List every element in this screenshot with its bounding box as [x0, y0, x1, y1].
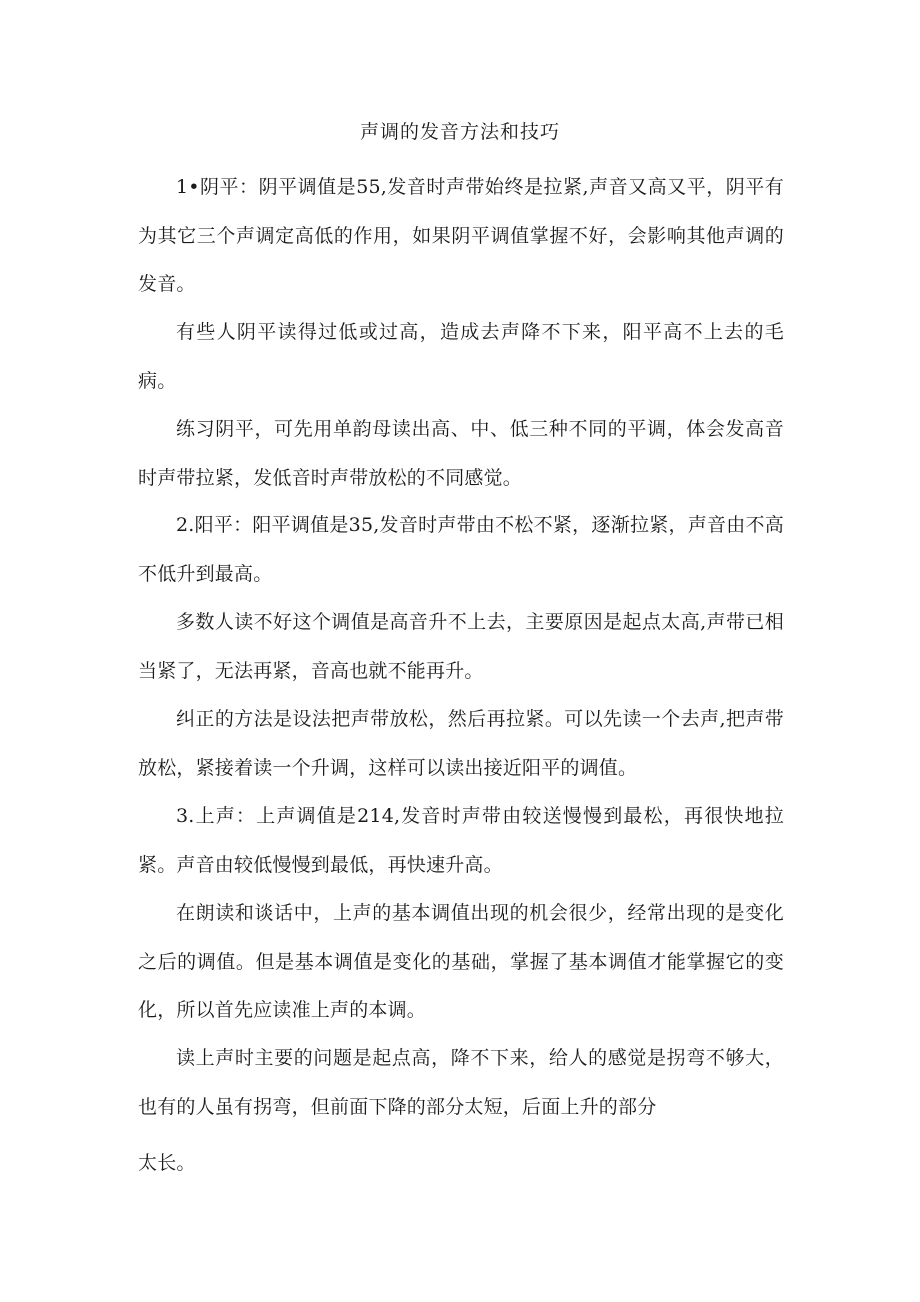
paragraph-yinping-practice: 练习阴平，可先用单韵母读出高、中、低三种不同的平调，体会发高音时声带拉紧，发低音时声带放松的不同感觉。 [138, 418, 784, 489]
paragraph-yangping-correction: 纠正的方法是设法把声带放松，然后再拉紧。可以先读一个去声,把声带放松，紧接着读一个升调，这样可以读出接近阳平的调值。 [138, 708, 784, 779]
paragraph-shangsheng-usage: 在朗读和谈话中，上声的基本调值出现的机会很少，经常出现的是变化之后的调值。但是基本调值是变化的基础，掌握了基本调值才能掌握它的变化，所以首先应读准上声的本调。 [138, 902, 784, 1021]
paragraph-yangping-definition: 2.阳平：阳平调值是35,发音时声带由不松不紧，逐渐拉紧，声音由不高不低升到最高。 [138, 514, 784, 585]
document-title: 声调的发音方法和技巧 [359, 121, 560, 143]
paragraph-yangping-problem: 多数人读不好这个调值是高音升不上去，主要原因是起点太高,声带已相当紧了，无法再紧，音高也就不能再升。 [138, 611, 784, 682]
paragraph-shangsheng-problem: 读上声时主要的问题是起点高，降不下来，给人的感觉是拐弯不够大，也有的人虽有拐弯，但前面下降的部分太短，后面上升的部分 [138, 1047, 784, 1118]
paragraph-yinping-definition: 1•阴平：阴平调值是55,发音时声带始终是拉紧,声音又高又平，阴平有为其它三个声调定高低的作用，如果阴平调值掌握不好，会影响其他声调的发音。 [138, 176, 784, 295]
paragraph-continuation: 太长。 [138, 1152, 196, 1174]
paragraph-yinping-problem: 有些人阴平读得过低或过高，造成去声降不下来，阳平高不上去的毛病。 [138, 321, 784, 392]
paragraph-shangsheng-definition: 3.上声：上声调值是214,发音时声带由较送慢慢到最松，再很快地拉紧。声音由较低慢慢到最低，再快速升高。 [138, 805, 784, 876]
